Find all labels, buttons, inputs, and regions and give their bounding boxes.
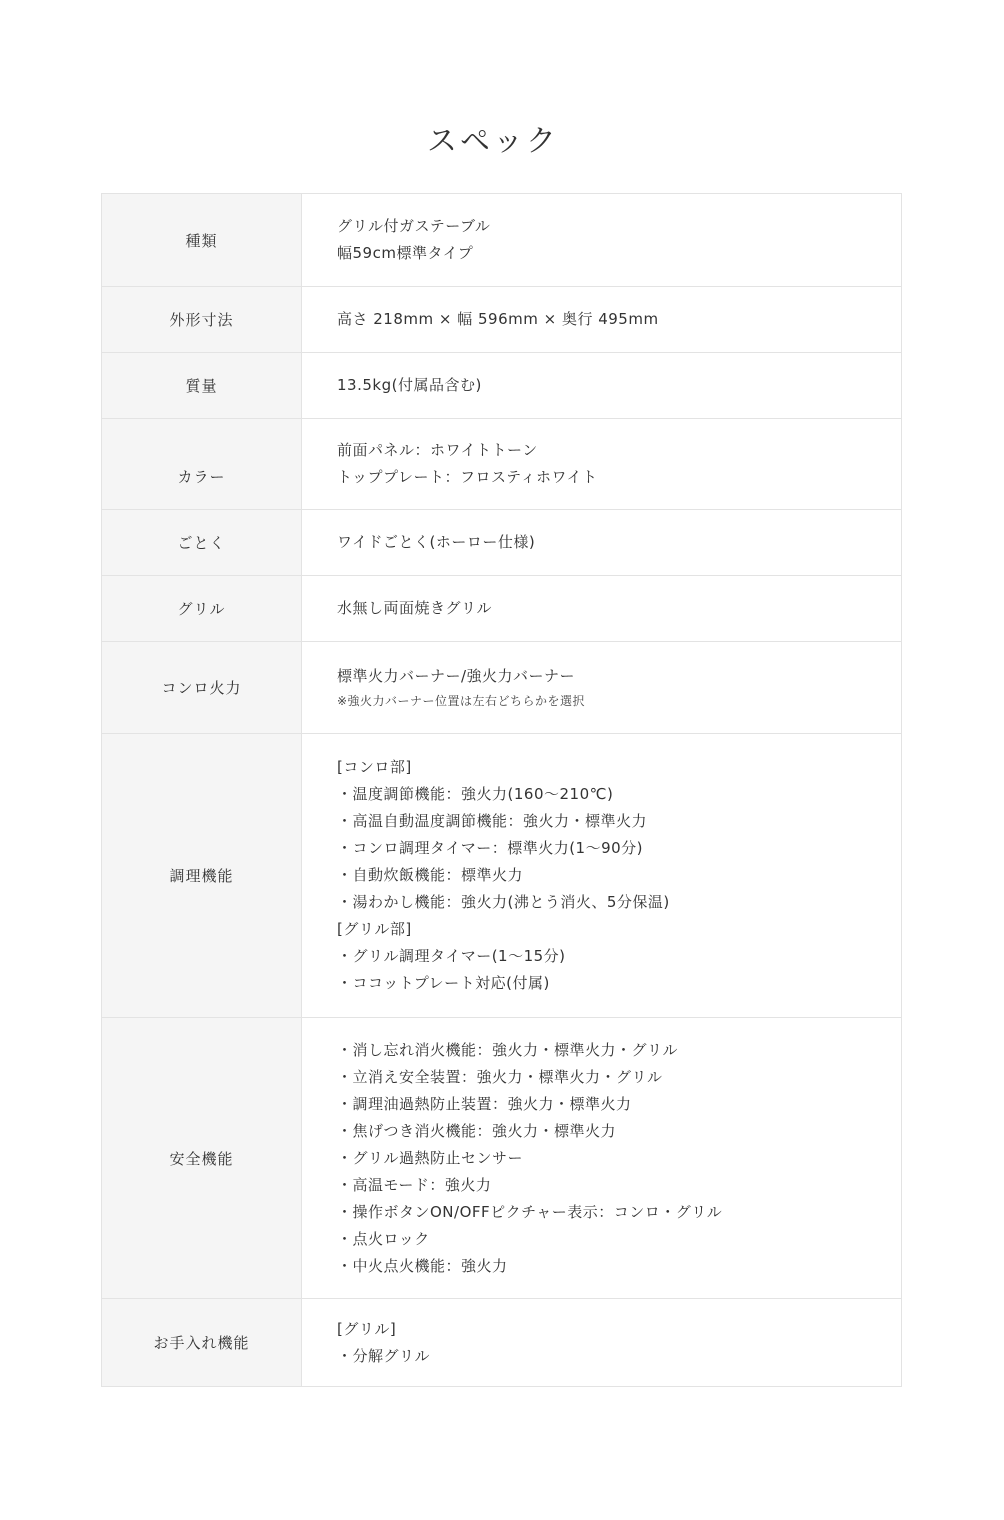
spec-value bbox=[302, 1299, 902, 1387]
spec-value-note: ※強火力バーナー位置は左右どちらかを選択 bbox=[337, 694, 586, 708]
spec-row-safety-functions bbox=[102, 1018, 902, 1299]
spec-row-trivet bbox=[102, 510, 902, 576]
spec-value-line: [コンロ部] bbox=[337, 758, 412, 776]
spec-value-line: ・操作ボタンON/OFFピクチャー表示：コンロ・グリル bbox=[337, 1202, 723, 1221]
spec-label: ごとく bbox=[102, 510, 302, 576]
spec-value-line: ・中火点火機能：強火力 bbox=[337, 1256, 508, 1275]
spec-value-line: ・点火ロック bbox=[337, 1229, 430, 1248]
spec-value-line: ・グリル調理タイマー(1〜15分) bbox=[337, 947, 566, 965]
spec-table bbox=[101, 193, 902, 1387]
spec-row-burner-power bbox=[102, 642, 902, 734]
spec-value-line: 標準火力バーナー/強火力バーナー bbox=[337, 667, 576, 685]
spec-row-weight bbox=[102, 353, 902, 419]
spec-value bbox=[302, 576, 902, 642]
spec-row-maintenance bbox=[102, 1299, 902, 1387]
spec-label: カラー bbox=[102, 419, 302, 510]
spec-row-type bbox=[102, 194, 902, 287]
spec-value bbox=[302, 419, 902, 510]
spec-value bbox=[302, 194, 902, 287]
spec-value-line: ワイドごとく(ホーロー仕様) bbox=[337, 533, 536, 551]
spec-label: お手入れ機能 bbox=[102, 1299, 302, 1387]
spec-label: 外形寸法 bbox=[102, 287, 302, 353]
spec-value-line: [グリル] bbox=[337, 1319, 397, 1338]
spec-value-line: 前面パネル：ホワイトトーン bbox=[337, 441, 538, 459]
spec-value-line: ・高温モード：強火力 bbox=[337, 1175, 492, 1194]
spec-value-line: グリル付ガステーブル bbox=[337, 217, 491, 235]
spec-value-line: 高さ 218mm × 幅 596mm × 奥行 495mm bbox=[337, 310, 659, 328]
spec-value bbox=[302, 642, 902, 734]
spec-value bbox=[302, 734, 902, 1018]
spec-value-line: ・分解グリル bbox=[337, 1346, 431, 1365]
spec-value-line: ・自動炊飯機能：標準火力 bbox=[337, 866, 524, 884]
spec-value-line: ・温度調節機能：強火力(160〜210℃) bbox=[337, 785, 614, 803]
spec-value bbox=[302, 287, 902, 353]
spec-value-line: [グリル部] bbox=[337, 920, 412, 938]
spec-label: 調理機能 bbox=[102, 734, 302, 1018]
spec-value-line: 水無し両面焼きグリル bbox=[337, 599, 493, 617]
spec-value-line: ・立消え安全装置：強火力・標準火力・グリル bbox=[337, 1067, 663, 1086]
spec-label: 安全機能 bbox=[102, 1018, 302, 1299]
spec-value-line: ・ココットプレート対応(付属) bbox=[337, 974, 550, 992]
spec-value-line: ・グリル過熱防止センサー bbox=[337, 1148, 524, 1167]
spec-value-line: ・コンロ調理タイマー：標準火力(1〜90分) bbox=[337, 839, 644, 857]
spec-value bbox=[302, 353, 902, 419]
spec-value bbox=[302, 510, 902, 576]
spec-label: コンロ火力 bbox=[102, 642, 302, 734]
spec-value-line: ・高温自動温度調節機能：強火力・標準火力 bbox=[337, 812, 648, 830]
spec-label: 種類 bbox=[102, 194, 302, 287]
spec-row-dimensions bbox=[102, 287, 902, 353]
spec-value bbox=[302, 1018, 902, 1299]
page-title: スペック bbox=[427, 124, 559, 159]
spec-label: 質量 bbox=[102, 353, 302, 419]
spec-value-line: 幅59cm標準タイプ bbox=[337, 244, 474, 262]
spec-label: グリル bbox=[102, 576, 302, 642]
spec-value-line: ・焦げつき消火機能：強火力・標準火力 bbox=[337, 1121, 617, 1140]
spec-value-line: トッププレート：フロスティホワイト bbox=[337, 468, 598, 486]
spec-value-line: ・湯わかし機能：強火力(沸とう消火、5分保温) bbox=[337, 893, 670, 911]
spec-row-cooking-functions bbox=[102, 734, 902, 1018]
spec-row-color bbox=[102, 419, 902, 510]
spec-row-grill bbox=[102, 576, 902, 642]
spec-value-line: 13.5kg(付属品含む) bbox=[337, 376, 482, 394]
spec-value-line: ・消し忘れ消火機能：強火力・標準火力・グリル bbox=[337, 1040, 679, 1059]
spec-value-line: ・調理油過熱防止装置：強火力・標準火力 bbox=[337, 1094, 632, 1113]
